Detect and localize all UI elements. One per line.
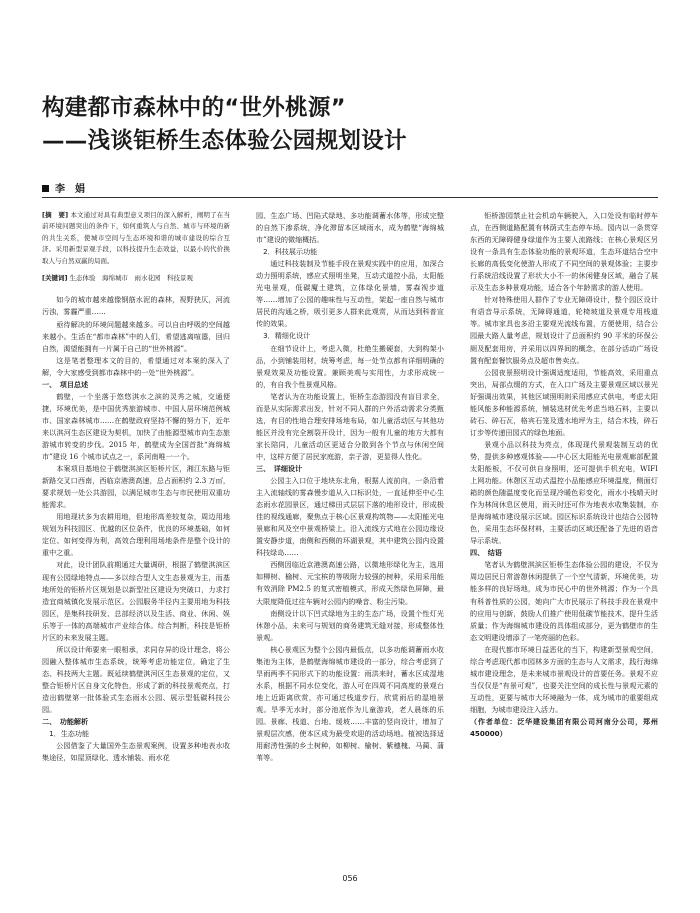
paragraph: 西侧因临近京港澳高速公路，以微地形绿化为主，选用如柳树、榆树、元宝槟的等吸附力较强的树种，采用采用能有效消除 PM2.5 的复式密植模式，形成天然绿色屏障，最大限度降低过往车辆对公园内的噪音、粉尘污染。 bbox=[256, 560, 444, 606]
author-affiliation: （作者单位：泛华建设集团有限公司河南分公司，郑州 450000） bbox=[470, 716, 666, 739]
paragraph: 所以设计师要来一眼相承，求同存异的设计理念，将公园融入整体城市生态系统，统筹考虑功能定位，确定了生态、科技两大主题。既延续鹤壁淇河区生态景观的定位，又整合钜桥片区自身文化特色，形成了新的科技景观亮点，打造出鹤壁第一批体验式生态雨水公园、展示型低碳科技公园。 bbox=[42, 644, 230, 715]
paragraph: 钜桥游园禁止社会机动车辆驶入，入口处设有临时停车点，在西侧道路配置有林荫式生态停车场。园内以一条贯穿东西的无障碍健身绿道作为主要人流路线；在核心景观区另设有一条具有生态体验功能的景观环道，生态环道结合空中长廊的高低变化使游人形成了不同空间的景观体验；主要步行系统沿线设置了形状大小不一的休闲健身区域，融合了展示及生态多种景观功能，适合各个年龄需求的游人使用。 bbox=[470, 211, 658, 293]
article-title bbox=[42, 92, 662, 158]
paragraph: 园、生态广场、凹陷式绿地、多功能调蓄水体等，形成完整的自然下渗系统，净化滞留本区域雨水，成为鹤壁“海绵城市”建设的微缩概括。 bbox=[256, 211, 444, 245]
paragraph: 在现代都市环境日益恶化的当下，构建新型景观空间，综合考虑现代都市园林多方面的生态与人文需求，践行海绵城市建设理念，是未来城市景观设计的首要任务。景观不应当仅仅是“有景可观”，也要关注空间的成长性与景观元素的互动性，更要与城市大环境融为一体，成为城市的重要组成细胞，为城市建设注入活力。 bbox=[470, 644, 658, 714]
paragraph: 通过科技装制及节能手段在景观实践中的应用，加深合动力照明系统，感应式照明坐凳，互动式道控小品，太阳能光电景观，低碳魔土建筑，立体绿化景墙，雾森视步道等……增加了公园的趣味性与互动性，架起一座自然与城市居民的沟通之桥，吸引更多人群来此观赏，从而达到科普宣传的效果。 bbox=[256, 259, 444, 329]
section-heading: 一、 项目总述 bbox=[42, 379, 89, 389]
paragraph: 笔者认为在功能设置上，钜桥生态游园没有盲目求全，而是从实际需求出发，针对不同人群的户外活动需求分类甄选，有目的性地合理安排场地布局，如儿童活动区与其他功能区并没有完全割裂开设计，因为一般有儿童的地方大都有家长陪同，儿童活动区更适合分散到各个节点与休闲空间中，这样方便了居民家庭游，亲子游，更显得人性化。 bbox=[256, 391, 444, 461]
keywords-label: [关键词] bbox=[42, 274, 68, 283]
author bbox=[42, 180, 85, 195]
column-3 bbox=[470, 210, 666, 740]
section-heading: 四、 结语 bbox=[470, 548, 502, 558]
paragraph: 亟待解决的环境问题越来越多。可以自由呼吸的空间越来越小。生活在“都市森林”中的人们，希望逃离喧嚣，回归自然，渴望能拥有一片属于自己的“世外桃源”。 bbox=[42, 319, 230, 353]
title-line-1: 构建都市森林中的“世外桃源” bbox=[42, 95, 346, 121]
paragraph: 在细节设计上，考虑入微，杜绝生搬硬套，大到构架小品，小到铺装用材，统筹考虑，每一处节点都有详细明确的景观效果及功能设置。兼顾美观与实用性，力求形成统一的，有自我个性景观风格。 bbox=[256, 343, 444, 389]
title-line-2: ——浅谈钜桥生态体验公园规划设计 bbox=[42, 128, 407, 154]
paragraph: 这是笔者整理本文的目的，希望通过对本案的深入了解，令大家感受到都市森林中的一处“世外桃源”。 bbox=[42, 355, 230, 377]
abstract bbox=[42, 210, 230, 267]
paragraph: 对此，设计团队前期通过大量调研，根据了鹤壁淇滨区现有公园绿地特点——多以综合型人文生态景观为主，而基地所处的钜桥片区规划是以新型社区建设为突破口，力求打造宜商城镇化发展示范区。公园服务半径内主要用地为科技园区，是集科技研发、总部经济以及生活、商业、休闲、娱乐等于一体的高端城市产业综合体。综合判断，科技是钜桥片区的未来发展主题。 bbox=[42, 560, 230, 642]
paragraph: 公园夜景照明设计强调适度适用，节能高效，采用重点突出，局部点缀的方式，在入口广场及主要景观区域以景光好强调出效果，其他区域照明则采用感应式供电，考虑太阳能风能多种能源系统，铺装选材优先考虑当地石料，主要以砖石、碎石瓦，格宾石笼及透水地坪为主，结合木栈，碎石订步等传递田园式的绿色地面。 bbox=[470, 367, 658, 437]
column-1 bbox=[42, 210, 230, 764]
subsection-heading: 3．精细化设计 bbox=[263, 331, 311, 341]
paragraph: 笔者认为鹤壁淇滨区钜桥生态体验公园的建设，不仅为周边居民日常游憩休闲提供了一个空气清新，环境优美，功能多样的良好场地，成为市民心中的世外桃源；作为一个具有科普性质的公园，她向广大市民展示了科技手段在景观中的应用与创新，鼓励人们推广使用低碳节能技术，提升生活质量；作为海绵城市建设的具体组成部分，更为鹤壁市的生态文明建设增添了一笔亮丽的色彩。 bbox=[470, 560, 658, 642]
keywords bbox=[42, 273, 230, 284]
section-heading: 二、 功能解析 bbox=[42, 717, 89, 727]
paragraph: 公园主入口位于地块东北角，根据人流前向，一条沿着主入流轴线的雾森慢步道从入口标识处，一直延伸至中心生态雨水花园景区，通过梯田式层层下落的地形设计，形成极佳的视线通廊，聚焦点于核心区景观构筑物——太阳能光电景廊和风及空中景观桥梁上。沿入流线方式地在公园边缘设置安静步道，南侧和西侧的环湖景观，其中建筑公园内设置科技绿岛…… bbox=[256, 476, 444, 558]
title-divider bbox=[42, 197, 658, 198]
square-bullet-icon bbox=[42, 185, 49, 192]
page-number: 056 bbox=[342, 874, 358, 883]
abstract-text: 本文通过对具有典型意义项目的深入解析，阐明了在当前环境问题突出的条件下，如何重筑人与自然、城市与环境的新的共生关系，使城市空间与生态环境和谐的城市建设的综合互济。采用新型景观手段，以科技提升生态效益，以最小的代价换取人与自然双赢的局面。 bbox=[42, 211, 230, 265]
subsection-heading: 1．生态功能 bbox=[49, 729, 90, 739]
subsection-heading: 2．科技展示功能 bbox=[263, 247, 318, 257]
author-name: 李 娟 bbox=[55, 184, 85, 195]
paragraph: 用地现状多为农耕用地，但地形高差较复杂，周边用地规划为科技园区、优越的区位条件，优良的环境基础，如何定位、如何变得为利，高效合理利用场地条件是整个设计的重中之重。 bbox=[42, 512, 230, 558]
keywords-text: 生态体验 海绵城市 雨水花园 科技景观 bbox=[69, 274, 194, 283]
paragraph: 本案项目基地位于鹤壁淇滨区钜桥片区，湘江东路与钜新路交叉口西南，西临京港澳高速，总占面积约 2.3 万㎡，要求规划一处公共游园，以满足城市生态与市民使用双重功能需求。 bbox=[42, 464, 230, 510]
paragraph: 如今的城市越来越像钢筋水泥的森林，视野狭仄，河流污浊，雾霾严重…… bbox=[42, 295, 230, 317]
paragraph: 针对特殊使用人群作了专业无障碍设计，整个园区设计有语音导示系统，无障碍通道，轮椅坡道及景观专用栈道等。城市家具也多沿主要观光流线布置，方便使用，结合公园最大路人量考虑，规划设计了总面积约 90 平米的环保公厕及配套用房，并采用以四界间的概念，在部分活动广场设置有配套餐饮服务点及超市售卖点。 bbox=[470, 295, 658, 365]
paragraph: 南侧设计以下凹式绿地为主的生态广场，设置个性灯光休憩小品，未来可与规划的商务建筑无缝对接，形成整体性景观。 bbox=[256, 608, 444, 642]
abstract-label: [摘 要] bbox=[42, 211, 69, 219]
paragraph: 公园借鉴了大量国外生态景观案例，设置多种地表水收集途径，如屋顶绿化、透水铺装、雨水花 bbox=[42, 741, 230, 763]
column-2 bbox=[256, 210, 444, 764]
paragraph: 核心景观区为整个公园内最低点，以多功能调蓄雨水收集池为主体，是鹤壁海绵城市建设的一部分，综合考虑到了旱雨两季不同形式下的功能设置：雨洪来时，蓄水区成湿地水系，根据不同水位变化，游人可在四周不同高度的景观台地上近距离欣赏，亦可通过栈道步行，欣赏雨后的湿地景观。旱季无水时，部分池底作为儿童游戏，老人晨练的乐园。景廊、栈道、台地、缓坡……丰富的竖向设计，增加了景观层次感，使本区成为最受欢迎的活动场地。植被选择适用耐涝性强的乡土树种，如柳树、榆树、紫穗槐、马蔺、蒲苇等。 bbox=[256, 644, 444, 763]
section-heading: 三、 详细设计 bbox=[256, 463, 303, 473]
paragraph: 景观小品以科技为亮点，体现现代景观装制互动的优势，提供多种感观体验——中心区太阳能光电景观廊部配置太阳能板，不仅可供自身照明，还可提供手机充电，WIFI 上网功能。休憩区互动式温控小品能感应环境温度，侧面灯箱的颜色随温度变化而呈现冷暖色彩变化，雨水小栈晴天时作为林间休息区使用，雨天时还可作为地表水收集装制，亦是海绵城市建设展示区域。园区标识系统设计也结合公园特色，采用生态环保材料，主要活动区域还配备了先进的语音导示系统。 bbox=[470, 439, 658, 546]
paragraph: 鹤壁，一个坐落于悠悠淇水之滨的灵秀之城，交通便捷，环境优美，是中国优秀旅游城市、中国人居环境范例城市、国家森林城市……在鹤壁政府坚持不懈的努力下，近年来以淇河生态区建设为契机，加快了由能源型城市向生态旅游城市转变的步伐。2015 年，鹤壁成为全国首批“海绵城市”建设 16 个城市试点之一，系河南唯一一个。 bbox=[42, 391, 230, 462]
